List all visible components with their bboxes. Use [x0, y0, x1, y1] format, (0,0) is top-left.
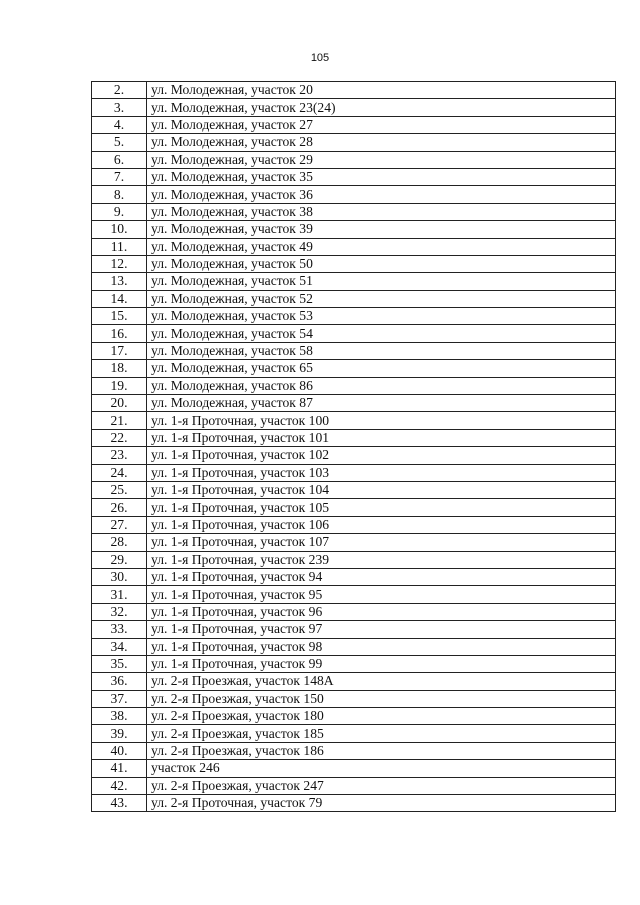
row-number: 11. [92, 238, 147, 255]
row-number: 34. [92, 638, 147, 655]
row-address: ул. 1-я Проточная, участок 239 [147, 551, 616, 568]
table-row [92, 655, 616, 672]
row-number: 18. [92, 360, 147, 377]
row-number: 4. [92, 116, 147, 133]
table-row [92, 186, 616, 203]
table-row [92, 273, 616, 290]
table-row [92, 360, 616, 377]
row-number: 10. [92, 221, 147, 238]
table-row [92, 290, 616, 307]
table-row [92, 116, 616, 133]
row-number: 7. [92, 168, 147, 185]
table-row [92, 725, 616, 742]
table-row [92, 377, 616, 394]
row-address: ул. 2-я Проезжая, участок 247 [147, 777, 616, 794]
table-row [92, 708, 616, 725]
row-address: ул. Молодежная, участок 49 [147, 238, 616, 255]
row-number: 25. [92, 481, 147, 498]
row-address: ул. 1-я Проточная, участок 107 [147, 534, 616, 551]
table-row [92, 151, 616, 168]
row-address: ул. Молодежная, участок 54 [147, 325, 616, 342]
row-address: ул. Молодежная, участок 35 [147, 168, 616, 185]
row-address: ул. 2-я Проезжая, участок 180 [147, 708, 616, 725]
row-address: ул. Молодежная, участок 36 [147, 186, 616, 203]
table-row [92, 325, 616, 342]
row-number: 37. [92, 690, 147, 707]
row-address: ул. Молодежная, участок 28 [147, 134, 616, 151]
row-address: ул. Молодежная, участок 65 [147, 360, 616, 377]
row-address: ул. 1-я Проточная, участок 106 [147, 516, 616, 533]
table-row [92, 534, 616, 551]
row-number: 35. [92, 655, 147, 672]
row-address: ул. Молодежная, участок 53 [147, 308, 616, 325]
table-row [92, 412, 616, 429]
row-number: 20. [92, 395, 147, 412]
table-row [92, 134, 616, 151]
row-address: ул. 1-я Проточная, участок 94 [147, 568, 616, 585]
table-row [92, 221, 616, 238]
table-row [92, 795, 616, 812]
row-address: ул. 1-я Проточная, участок 104 [147, 481, 616, 498]
row-number: 38. [92, 708, 147, 725]
row-number: 29. [92, 551, 147, 568]
row-address: ул. 1-я Проточная, участок 97 [147, 621, 616, 638]
page-number: 105 [310, 52, 330, 64]
table-row [92, 447, 616, 464]
table-row [92, 690, 616, 707]
row-address: ул. Молодежная, участок 29 [147, 151, 616, 168]
table-row [92, 82, 616, 99]
row-address: ул. Молодежная, участок 51 [147, 273, 616, 290]
table-row [92, 481, 616, 498]
table-row [92, 621, 616, 638]
table-row [92, 464, 616, 481]
table-row [92, 395, 616, 412]
row-number: 41. [92, 760, 147, 777]
row-address: ул. 2-я Проезжая, участок 150 [147, 690, 616, 707]
row-address: ул. Молодежная, участок 52 [147, 290, 616, 307]
table-row [92, 760, 616, 777]
row-number: 32. [92, 603, 147, 620]
row-address: ул. Молодежная, участок 86 [147, 377, 616, 394]
row-number: 8. [92, 186, 147, 203]
table-row [92, 308, 616, 325]
table-row [92, 342, 616, 359]
row-number: 30. [92, 568, 147, 585]
row-address: ул. 1-я Проточная, участок 101 [147, 429, 616, 446]
row-number: 6. [92, 151, 147, 168]
table-row [92, 255, 616, 272]
row-address: ул. Молодежная, участок 27 [147, 116, 616, 133]
row-number: 2. [92, 82, 147, 99]
row-address: ул. 1-я Проточная, участок 105 [147, 499, 616, 516]
row-address: ул. Молодежная, участок 38 [147, 203, 616, 220]
row-address: ул. 2-я Проезжая, участок 185 [147, 725, 616, 742]
row-address: ул. 2-я Проезжая, участок 186 [147, 742, 616, 759]
row-number: 28. [92, 534, 147, 551]
row-address: ул. Молодежная, участок 23(24) [147, 99, 616, 116]
table-row [92, 499, 616, 516]
row-number: 39. [92, 725, 147, 742]
table-row [92, 586, 616, 603]
row-address: ул. 1-я Проточная, участок 99 [147, 655, 616, 672]
row-number: 42. [92, 777, 147, 794]
row-address: ул. Молодежная, участок 87 [147, 395, 616, 412]
table-row [92, 168, 616, 185]
row-number: 26. [92, 499, 147, 516]
table-row [92, 777, 616, 794]
row-address: участок 246 [147, 760, 616, 777]
address-table-body [92, 82, 616, 812]
row-number: 15. [92, 308, 147, 325]
row-number: 5. [92, 134, 147, 151]
table-row [92, 429, 616, 446]
row-number: 16. [92, 325, 147, 342]
table-row [92, 673, 616, 690]
table-row [92, 203, 616, 220]
row-address: ул. 1-я Проточная, участок 96 [147, 603, 616, 620]
row-number: 33. [92, 621, 147, 638]
row-number: 17. [92, 342, 147, 359]
row-number: 43. [92, 795, 147, 812]
row-address: ул. 2-я Проезжая, участок 148А [147, 673, 616, 690]
row-number: 31. [92, 586, 147, 603]
row-number: 3. [92, 99, 147, 116]
row-address: ул. Молодежная, участок 58 [147, 342, 616, 359]
row-address: ул. Молодежная, участок 39 [147, 221, 616, 238]
row-address: ул. 2-я Проточная, участок 79 [147, 795, 616, 812]
row-number: 27. [92, 516, 147, 533]
row-number: 9. [92, 203, 147, 220]
row-address: ул. 1-я Проточная, участок 100 [147, 412, 616, 429]
row-number: 36. [92, 673, 147, 690]
table-row [92, 551, 616, 568]
table-row [92, 99, 616, 116]
row-address: ул. 1-я Проточная, участок 103 [147, 464, 616, 481]
table-row [92, 516, 616, 533]
table-row [92, 238, 616, 255]
row-address: ул. Молодежная, участок 20 [147, 82, 616, 99]
row-address: ул. 1-я Проточная, участок 95 [147, 586, 616, 603]
row-number: 23. [92, 447, 147, 464]
table-row [92, 603, 616, 620]
row-address: ул. 1-я Проточная, участок 98 [147, 638, 616, 655]
row-number: 24. [92, 464, 147, 481]
row-number: 13. [92, 273, 147, 290]
row-address: ул. Молодежная, участок 50 [147, 255, 616, 272]
table-row [92, 742, 616, 759]
address-table [91, 81, 616, 812]
table-row [92, 638, 616, 655]
table-row [92, 568, 616, 585]
row-number: 19. [92, 377, 147, 394]
row-number: 40. [92, 742, 147, 759]
row-address: ул. 1-я Проточная, участок 102 [147, 447, 616, 464]
row-number: 14. [92, 290, 147, 307]
row-number: 22. [92, 429, 147, 446]
row-number: 21. [92, 412, 147, 429]
row-number: 12. [92, 255, 147, 272]
